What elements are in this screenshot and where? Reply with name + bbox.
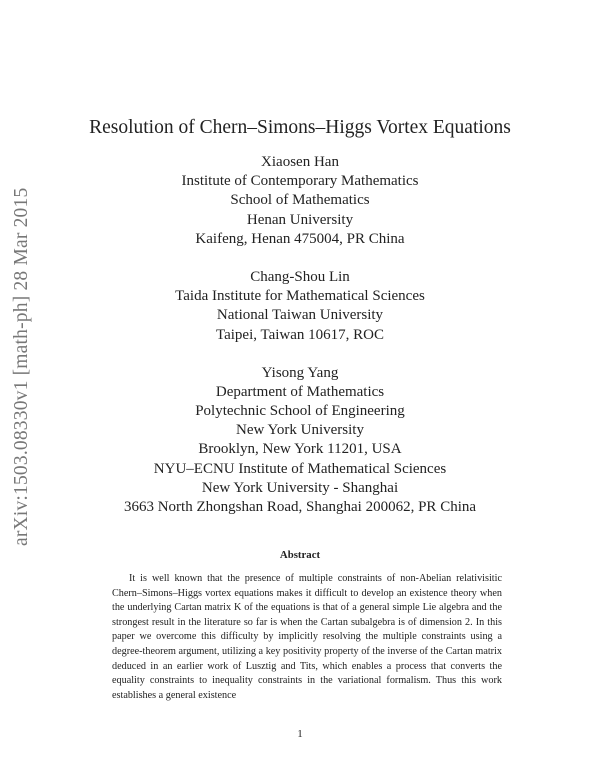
author-name: Chang-Shou Lin xyxy=(250,268,350,285)
affiliation-line: Institute of Contemporary Mathematics xyxy=(181,173,419,190)
affiliation-line: Kaifeng, Henan 475004, PR China xyxy=(195,230,405,247)
affiliation-line: 3663 North Zhongshan Road, Shanghai 200062, PR China xyxy=(123,499,477,515)
affiliation-line: Taida Institute for Mathematical Sciences xyxy=(175,288,425,305)
affiliation-line: NYU–ECNU Institute of Mathematical Sciences xyxy=(153,460,447,477)
author-block xyxy=(0,153,600,249)
paper-title: Resolution of Chern–Simons–Higgs Vortex Equations xyxy=(89,117,511,138)
author-list xyxy=(0,153,600,536)
page-number: 1 xyxy=(297,728,303,740)
author-block xyxy=(0,268,600,345)
author-block xyxy=(0,364,600,518)
affiliation-line: New York University xyxy=(236,422,364,439)
affiliation-line: Polytechnic School of Engineering xyxy=(195,403,405,420)
abstract-text: It is well known that the presence of multiple constraints of non-Abelian relativisitic Chern–Simons–Higgs vortex equations makes it difficult to develop an existence theory when the underlying Cartan matrix K of the equations is that of a general simple Lie algebra and the strongest result in the literature so far is when the Cartan subalgebra is of dimension 2. In this paper we overcome this difficulty by implicitly resolving the multiple constraints using a degree-theorem argument, utilizing a key positivity property of the inverse of the Cartan matrix deduced in an earlier work of Lusztig and Tits, which enables a process that converts the equality constraints to inequality constraints in the variational formalism. Thus this work establishes a general existence xyxy=(112,573,502,701)
author-name: Yisong Yang xyxy=(261,364,339,381)
affiliation-line: Taipei, Taiwan 10617, ROC xyxy=(215,326,385,343)
author-name: Xiaosen Han xyxy=(261,154,339,170)
affiliation-line: Henan University xyxy=(246,211,354,228)
arxiv-identifier-stamp: arXiv:1503.08330v1 [math-ph] 28 Mar 2015 xyxy=(11,187,32,546)
affiliation-line: Brooklyn, New York 11201, USA xyxy=(198,441,402,458)
abstract-heading: Abstract xyxy=(279,549,321,561)
affiliation-line: New York University - Shanghai xyxy=(201,479,399,496)
affiliation-line: National Taiwan University xyxy=(216,307,384,324)
affiliation-line: School of Mathematics xyxy=(230,192,370,209)
affiliation-line: Department of Mathematics xyxy=(215,383,385,400)
